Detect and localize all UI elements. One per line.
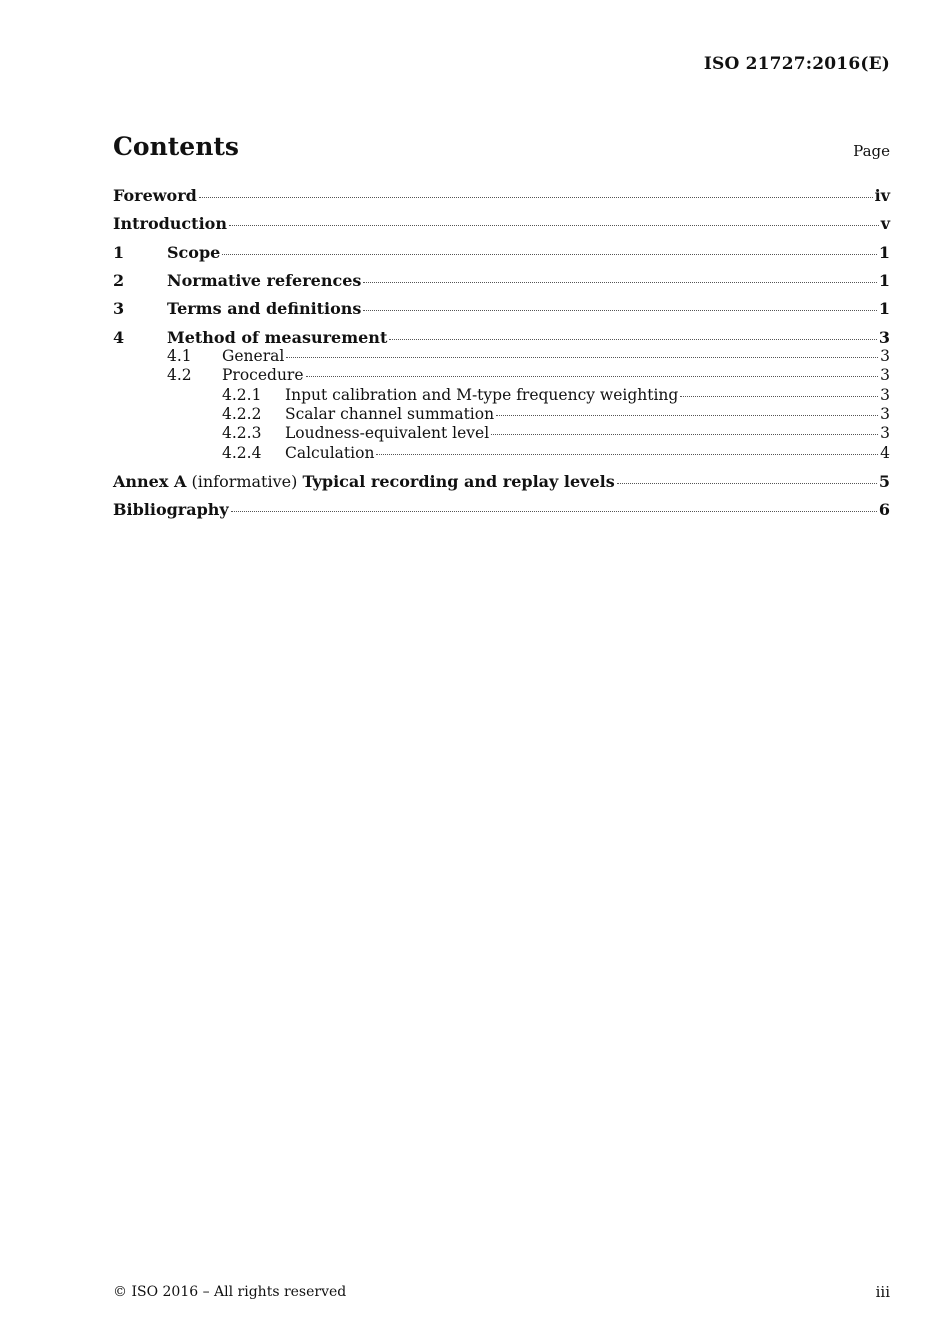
- toc-entry-page: 1: [878, 271, 890, 290]
- toc-entry-number: 4.2.2: [222, 405, 262, 423]
- leader-dots: [222, 254, 877, 255]
- toc-entry-page: 3: [878, 328, 890, 347]
- page-number: iii: [875, 1283, 890, 1301]
- toc-entry-foreword[interactable]: [113, 186, 890, 208]
- toc-entry-page: v: [880, 214, 890, 233]
- annex-title: Typical recording and replay levels: [302, 472, 615, 491]
- toc-entry-normative-references[interactable]: [113, 271, 890, 293]
- leader-dots: [363, 282, 876, 283]
- toc-entry-number: 4.1: [167, 347, 192, 365]
- toc-entry-number: 4: [113, 328, 125, 347]
- copyright-notice: © ISO 2016 – All rights reserved: [113, 1284, 347, 1300]
- toc-entry-title: Bibliography: [113, 500, 229, 519]
- contents-heading: Contents: [113, 132, 240, 161]
- leader-dots: [389, 339, 877, 340]
- toc-entry-title: Method of measurement: [167, 328, 388, 347]
- leader-dots: [199, 197, 873, 198]
- leader-dots: [363, 310, 876, 311]
- toc-entry-annex-a[interactable]: [113, 472, 890, 494]
- toc-entry-title: Terms and definitions: [167, 299, 362, 318]
- toc-entry-page: 3: [880, 386, 890, 404]
- toc-entry-title: Procedure: [222, 366, 304, 384]
- toc-entry-number: 1: [113, 243, 125, 262]
- toc-entry-number: 2: [113, 271, 125, 290]
- toc-entry-title: Input calibration and M-type frequency weighting: [285, 386, 679, 404]
- toc-entry-title: Scope: [167, 243, 221, 262]
- toc-entry-scope[interactable]: [113, 243, 890, 265]
- toc-entry-number: 4.2: [167, 366, 192, 384]
- toc-entry-title: Scalar channel summation: [285, 405, 495, 423]
- toc-entry-introduction[interactable]: [113, 214, 890, 236]
- toc-entry-loudness-equivalent-level[interactable]: [113, 424, 890, 446]
- toc-entry-number: 4.2.3: [222, 424, 262, 442]
- leader-dots: [617, 483, 877, 484]
- toc-entry-page: 1: [878, 299, 890, 318]
- leader-dots: [491, 434, 878, 435]
- leader-dots: [229, 225, 879, 226]
- toc-entry-page: 3: [880, 405, 890, 423]
- leader-dots: [306, 376, 879, 377]
- toc-entry-page: 5: [878, 472, 890, 491]
- toc-entry-calculation[interactable]: [113, 444, 890, 466]
- toc-entry-title: Introduction: [113, 214, 227, 233]
- leader-dots: [496, 415, 878, 416]
- leader-dots: [231, 511, 877, 512]
- toc-entry-procedure[interactable]: [113, 366, 890, 388]
- annex-label: Annex A: [113, 472, 187, 491]
- toc-entry-title: General: [222, 347, 285, 365]
- toc-entry-title: Calculation: [285, 444, 375, 462]
- toc-entry-page: 4: [880, 444, 890, 462]
- toc-entry-number: 4.2.4: [222, 444, 262, 462]
- toc-entry-title: Loudness-equivalent level: [285, 424, 490, 442]
- page-column-label: Page: [853, 142, 890, 160]
- toc-entry-title: [113, 472, 615, 491]
- toc-entry-number: 4.2.1: [222, 386, 262, 404]
- annex-note: (informative): [186, 472, 303, 491]
- toc-entry-page: 6: [878, 500, 890, 519]
- toc-entry-number: 3: [113, 299, 125, 318]
- leader-dots: [376, 454, 878, 455]
- toc-entry-page: 3: [880, 424, 890, 442]
- leader-dots: [680, 396, 878, 397]
- toc-entry-page: 3: [880, 347, 890, 365]
- toc-entry-page: iv: [874, 186, 890, 205]
- toc-entry-bibliography[interactable]: [113, 500, 890, 522]
- toc-entry-terms-and-definitions[interactable]: [113, 299, 890, 321]
- document-reference: ISO 21727:2016(E): [703, 54, 890, 74]
- toc-entry-page: 3: [880, 366, 890, 384]
- leader-dots: [286, 357, 878, 358]
- toc-entry-title: Foreword: [113, 186, 197, 205]
- toc-entry-page: 1: [878, 243, 890, 262]
- toc-entry-title: Normative references: [167, 271, 362, 290]
